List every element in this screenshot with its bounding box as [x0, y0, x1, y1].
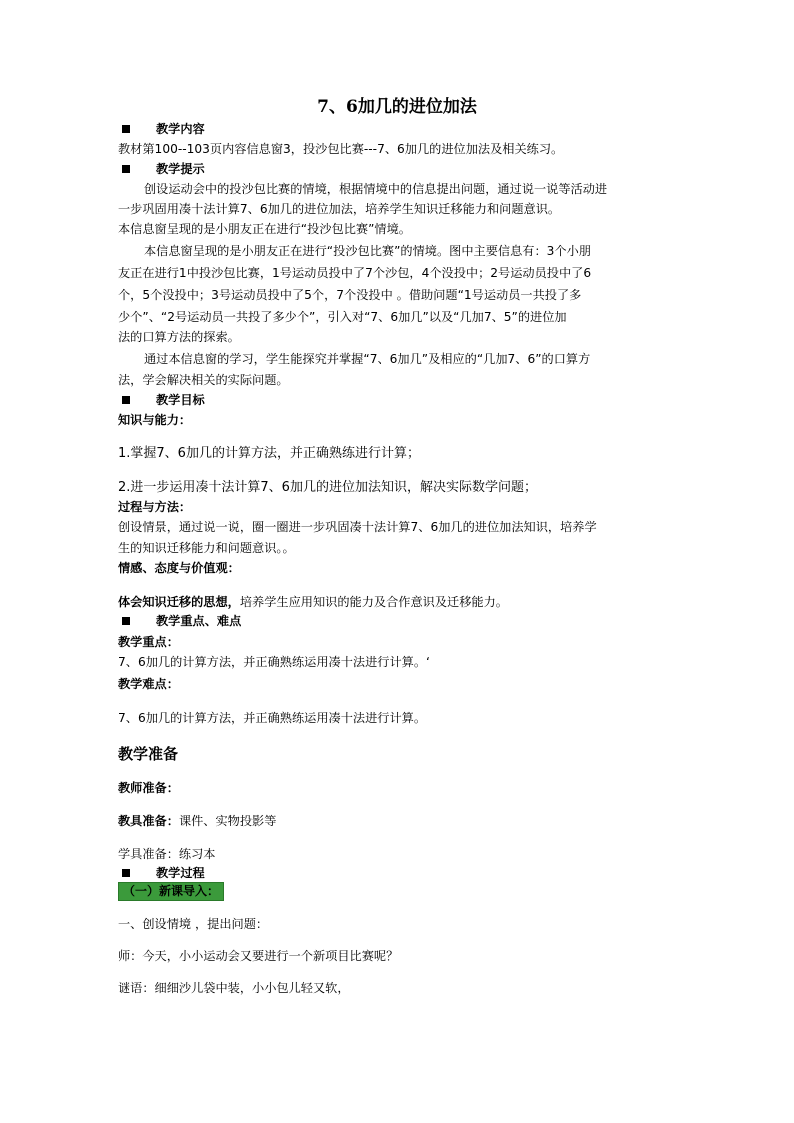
key-label: 教学重点： [118, 635, 179, 649]
step-line: 一、创设情境 ，提出问题： [118, 917, 269, 931]
paragraph-line: 法的口算方法的探索。 [118, 330, 240, 344]
paragraph-line: 通过本信息窗的学习，学生能探究并掌握“7、6加几”及相应的“几加7、6”的口算方 [144, 352, 591, 366]
attitude-bold-text: 体会知识迁移的思想， [118, 595, 240, 609]
attitude-label: 情感、态度与价值观： [118, 561, 240, 575]
tools-prep [118, 812, 276, 830]
difficulty-text: 7、6加几的计算方法，并正确熟练运用凑十法进行计算。 [118, 711, 427, 725]
key-text: 7、6加几的计算方法，并正确熟练运用凑十法进行计算。‘ [118, 655, 430, 669]
prep-heading: 教学准备 [118, 745, 179, 763]
content-text: 教材第100--103页内容信息窗3，投沙包比赛---7、6加几的进位加法及相关练习。 [118, 142, 564, 156]
paragraph-line: 生的知识迁移能力和问题意识。。 [118, 541, 295, 555]
square-bullet-icon [122, 869, 130, 877]
section-heading-process [118, 864, 205, 882]
paragraph-line: 个，5个没投中；3号运动员投中了5个，7个没投中 。借助问题“1号运动员一共投了多 [118, 288, 582, 302]
heading-text: 教学重点、难点 [156, 614, 242, 628]
section-heading-goals [118, 391, 205, 409]
paragraph-line: 少个”、“2号运动员一共投了多少个”，引入对“7、6加几”以及“几加7、5”的进位加 [118, 310, 567, 324]
heading-text: 教学目标 [156, 393, 205, 407]
attitude-rest-text: 培养学生应用知识的能力及合作意识及迁移能力。 [239, 595, 508, 609]
teacher-prep: 教师准备： [118, 781, 179, 795]
new-lesson-highlight: （一）新课导入： [118, 882, 224, 901]
riddle-line: 谜语：细细沙儿袋中装，小小包儿轻又软， [118, 981, 350, 995]
square-bullet-icon [122, 125, 130, 133]
knowledge-label: 知识与能力： [118, 413, 192, 427]
goal-item-2: 2.进一步运用凑十法计算7、6加几的进位加法知识，解决实际数学问题； [118, 480, 537, 495]
square-bullet-icon [122, 617, 130, 625]
heading-text: 教学提示 [156, 162, 205, 176]
student-prep: 学具准备：练习本 [118, 847, 216, 861]
paragraph-line: 创设运动会中的投沙包比赛的情境，根据情境中的信息提出问题，通过说一说等活动进 [144, 182, 608, 196]
teacher-line: 师：今天，小小运动会又要进行一个新项目比赛呢？ [118, 949, 399, 963]
goal-item-1: 1.掌握7、6加几的计算方法，并正确熟练进行计算； [118, 446, 420, 461]
attitude-text [118, 593, 508, 611]
paragraph-line: 本信息窗呈现的是小朋友正在进行“投沙包比赛”的情境。图中主要信息有：3个小朋 [144, 244, 591, 258]
paragraph-line: 法，学会解决相关的实际问题。 [118, 373, 289, 387]
section-heading-content [118, 120, 205, 138]
square-bullet-icon [122, 396, 130, 404]
section-heading-hints [118, 160, 205, 178]
paragraph-line: 一步巩固用凑十法计算7、6加几的进位加法，培养学生知识迁移能力和问题意识。 [118, 202, 561, 216]
paragraph-line: 本信息窗呈现的是小朋友正在进行“投沙包比赛”情境。 [118, 222, 411, 236]
tools-text: 课件、实物投影等 [178, 814, 277, 828]
difficulty-label: 教学难点： [118, 677, 179, 691]
section-heading-keypoints [118, 612, 241, 630]
page-title: 7、6加几的进位加法 [317, 97, 477, 117]
tools-label: 教具准备： [118, 814, 179, 828]
paragraph-line: 创设情景，通过说一说，圈一圈进一步巩固凑十法计算7、6加几的进位加法知识，培养学 [118, 520, 597, 534]
new-lesson-row [118, 882, 224, 901]
paragraph-line: 友正在进行1中投沙包比赛，1号运动员投中了7个沙包，4个没投中；2号运动员投中了6 [118, 266, 592, 280]
process-label: 过程与方法： [118, 500, 192, 514]
heading-text: 教学过程 [156, 866, 205, 880]
square-bullet-icon [122, 165, 130, 173]
heading-text: 教学内容 [156, 122, 205, 136]
